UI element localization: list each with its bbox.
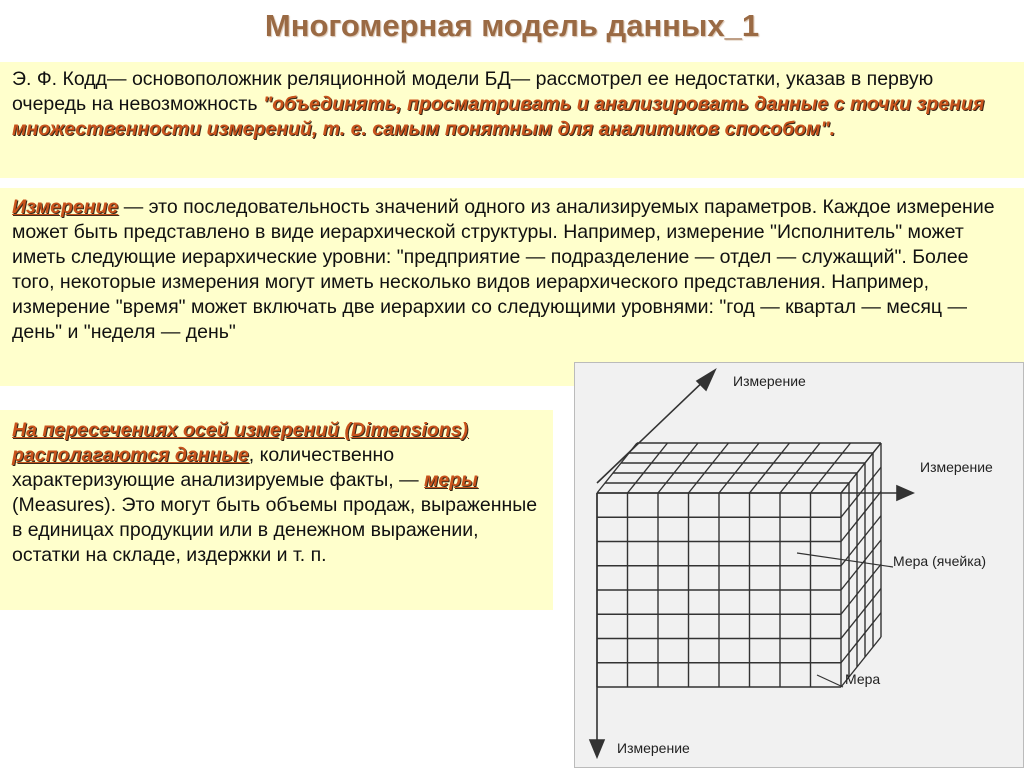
side-depth-line bbox=[841, 516, 881, 566]
measures-term-measures: меры bbox=[424, 469, 478, 491]
top-depth-line bbox=[658, 443, 698, 493]
side-depth-line bbox=[841, 443, 881, 493]
leader-measure-line bbox=[817, 675, 843, 687]
intro-box bbox=[0, 62, 1024, 178]
top-depth-line bbox=[719, 443, 759, 493]
top-depth-line bbox=[780, 443, 820, 493]
label-dimension-right: Измерение bbox=[920, 459, 993, 475]
measures-term-dimensions: На пересечениях осей измерений (Dimensions) располагаются данные bbox=[12, 419, 469, 466]
measures-box bbox=[0, 410, 553, 610]
intro-quote: "объединять, просматривать и анализировать данные с точки зрения множественности измерений, т. е. самым понятным для аналитиков способом". bbox=[12, 93, 985, 140]
arrowhead-right-icon bbox=[897, 486, 913, 500]
arrowhead-down-icon bbox=[590, 740, 604, 757]
olap-cube-figure bbox=[574, 362, 1024, 768]
label-dimension-top: Измерение bbox=[733, 373, 806, 389]
side-depth-line bbox=[841, 564, 881, 614]
measures-text-2: (Measures). Это могут быть объемы продаж, выраженные в единицах продукции или в денежном выражении, остатки на складе, издержки и т. п. bbox=[12, 494, 538, 566]
dimension-term: Измерение bbox=[12, 196, 119, 218]
axis-up-line bbox=[597, 375, 710, 483]
side-depth-line bbox=[841, 540, 881, 590]
side-depth-line bbox=[841, 492, 881, 542]
side-depth-line bbox=[841, 589, 881, 639]
top-depth-line bbox=[750, 443, 790, 493]
label-dimension-bottom: Измерение bbox=[617, 740, 690, 756]
label-measure: Мера bbox=[845, 671, 881, 687]
arrowhead-up-icon bbox=[697, 370, 715, 390]
intro-text: Э. Ф. Кодд— основоположник реляционной модели БД— рассмотрел ее недостатки, указав в первую очередь на невозможность bbox=[12, 68, 934, 115]
dimension-box bbox=[0, 188, 1024, 386]
top-depth-line bbox=[689, 443, 729, 493]
top-depth-line bbox=[811, 443, 851, 493]
slide-title: Многомерная модель данных_1 bbox=[264, 8, 760, 43]
label-measure-cell: Мера (ячейка) bbox=[893, 553, 987, 569]
side-depth-line bbox=[841, 613, 881, 663]
leader-cell-line bbox=[797, 553, 893, 567]
cube-grid bbox=[597, 443, 881, 687]
dimension-text: — это последовательность значений одного из анализируемых параметров. Каждое измерение может быть представлено в виде иерархической структуры. Например, измерение "Исполнитель" может иметь следующие иерархические уровни: "предприятие — подразделение — отдел — служащий". Более того, некоторые измерения могут иметь несколько видов иерархического представления. Например, измерение "время" может включать две иерархии со следующими уровнями: "год — квартал — месяц — день" и "неделя — день" bbox=[12, 196, 995, 343]
top-depth-line bbox=[628, 443, 668, 493]
measures-text-1: , количественно характеризующие анализируемые факты, — bbox=[12, 444, 424, 491]
